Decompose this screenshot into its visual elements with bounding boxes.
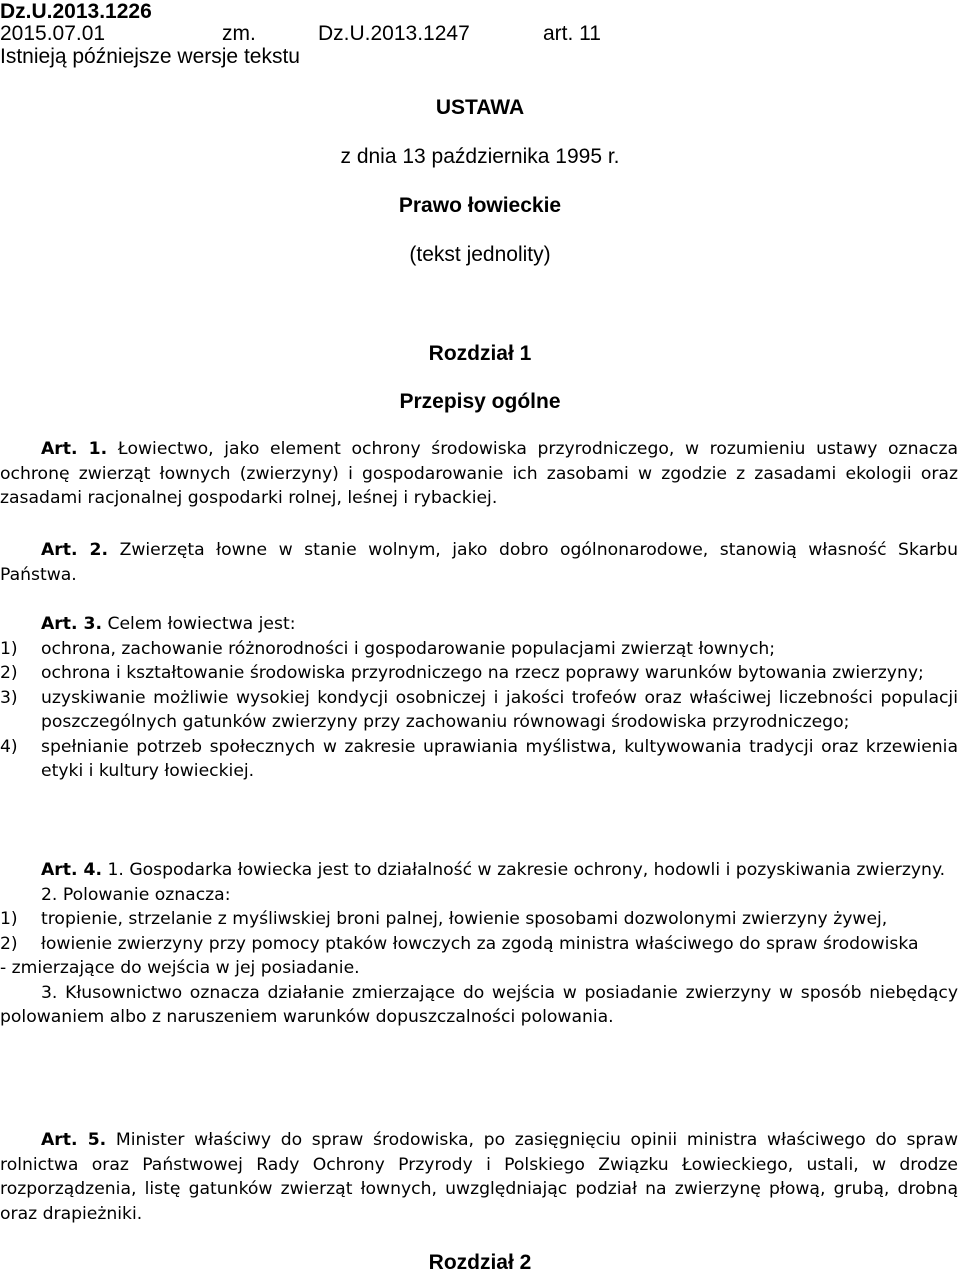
article-4-paragraph-2-intro: Polowanie oznacza: [62,884,231,905]
article-4-paragraph-2-outro: - zmierzające do wejścia w jej posiadanie. [0,958,360,978]
list-item-text: tropienie, strzelanie z myśliwskiej broni palnej, łowienie sposobami dozwolonymi zwierzyny żywej, [41,909,888,929]
article-5-text: Minister właściwy do spraw środowiska, po zasięgnięciu opinii ministra właściwego do spraw rolnictwa oraz Państwowej Rady Ochrony Przyrody i Polskiego Związku Łowieckiego, ustali, w drodze rozporządzenia, listę gatunków zwierząt łownych, uwzględniając podział na zwierzynę płową, grubą, drobną oraz drapieżniki. [0,1130,958,1224]
list-item-number: 4) [0,736,18,757]
act-name: Prawo łowieckie [398,194,562,217]
list-item [0,735,958,784]
list-item [0,932,958,957]
list-item [0,686,958,735]
article-4-paragraph-3: Kłusownictwo oznacza działanie zmierzające do wejścia w posiadanie zwierzyny w sposób niebędący polowaniem albo z naruszeniem warunków dopuszczalności polowania. [0,982,959,1027]
list-item [0,661,958,686]
list-item-number: 1) [0,909,18,929]
article-3-intro: Celem łowiectwa jest: [107,614,296,634]
amendment-reference: Dz.U.2013.1247 [318,22,470,45]
list-item-text: ochrona, zachowanie różnorodności i gospodarowanie populacjami zwierząt łownych; [41,638,776,659]
article-2-label: Art. 2. [41,540,109,560]
consolidated-text-label: (tekst jednolity) [409,243,551,266]
paragraph-number: 1. [107,860,124,880]
list-item-number: 2) [0,663,18,683]
list-item [0,637,958,662]
article-3 [0,612,958,784]
list-item [0,907,958,932]
article-2 [0,538,958,587]
document-id: Dz.U.2013.1226 [0,0,152,23]
article-2-text: Zwierzęta łowne w stanie wolnym, jako dobro ogólnonarodowe, stanowią własność Skarbu Państwa. [0,540,958,585]
article-5 [0,1128,958,1226]
version-date: 2015.07.01 [0,22,106,45]
list-item-number: 2) [0,933,18,954]
article-1-text: Łowiectwo, jako element ochrony środowiska przyrodniczego, w rozumieniu ustawy oznacza ochronę zwierząt łownych (zwierzyny) i gospodarowanie ich zasobami w zgodzie z zasadami ekologii oraz zasadami racjonalnej gospodarki rolnej, leśnej i rybackiej. [0,439,959,508]
act-date: z dnia 13 października 1995 r. [340,145,620,168]
article-1-label: Art. 1. [41,439,108,459]
list-item-number: 3) [0,687,18,708]
list-item-text: spełnianie potrzeb społecznych w zakresie uprawiania myślistwa, kultywowania tradycji oraz krzewienia etyki i kultury łowieckiej. [41,736,958,781]
article-5-label: Art. 5. [41,1130,107,1150]
chapter-1-heading: Rozdział 1 [428,342,532,365]
list-item-number: 1) [0,638,18,659]
paragraph-number: 2. [41,884,58,905]
article-3-label: Art. 3. [41,614,102,634]
article-4 [0,858,958,1030]
article-4-label: Art. 4. [41,860,102,880]
article-4-paragraph-1: Gospodarka łowiecka jest to działalność w zakresie ochrony, hodowli i pozyskiwania zwierzyny. [129,860,946,880]
act-title: USTAWA [435,96,525,119]
amendment-label: zm. [222,22,256,45]
chapter-1-subheading: Przepisy ogólne [399,390,561,413]
list-item-text: ochrona i kształtowanie środowiska przyrodniczego na rzecz poprawy warunków bytowania zwierzyny; [41,663,924,683]
paragraph-number: 3. [41,982,58,1003]
article-1 [0,437,958,511]
list-item-text: uzyskiwanie możliwie wysokiej kondycji osobniczej i jakości trofeów oraz właściwej liczebności populacji poszczególnych gatunków zwierzyny przy zachowaniu równowagi środowiska przyrodniczego; [41,687,958,732]
list-item-text: łowienie zwierzyny przy pomocy ptaków łowczych za zgodą ministra właściwego do spraw środowiska [41,933,919,954]
chapter-2-heading: Rozdział 2 [428,1251,532,1274]
later-versions-notice: Istnieją późniejsze wersje tekstu [0,45,300,68]
article-reference: art. 11 [543,22,601,45]
